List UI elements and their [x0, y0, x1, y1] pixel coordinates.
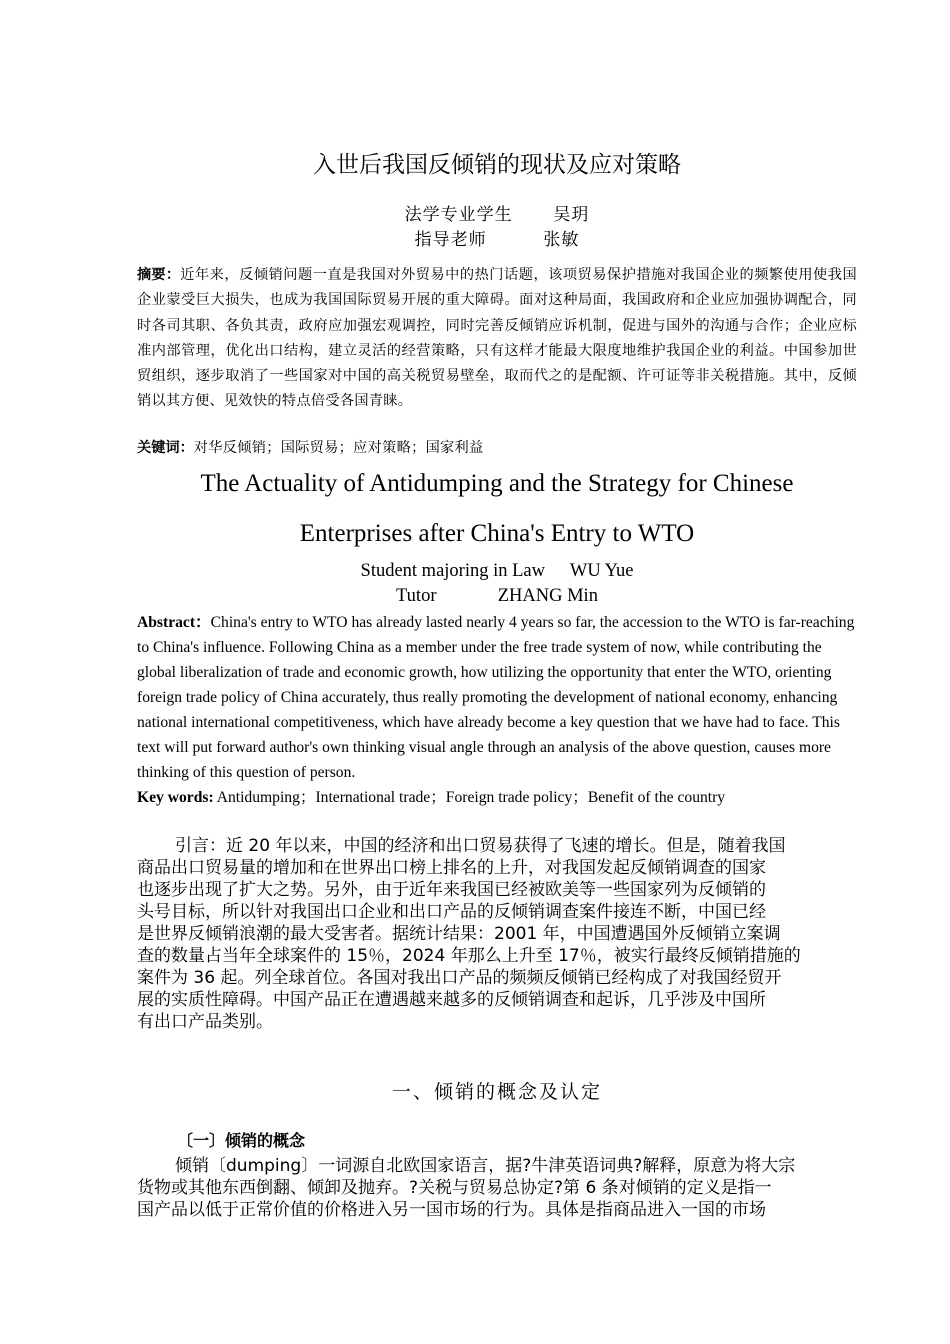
section-heading: 一、倾销的概念及认定 — [391, 1081, 602, 1103]
english-title-line-2: Enterprises after China's Entry to WTO — [299, 520, 695, 547]
subsection-heading: 〔一〕倾销的概念 — [177, 1131, 306, 1150]
abstract-label-cn: 摘要： — [137, 267, 181, 283]
abstract-text-en: China's entry to WTO has already lasted nearly 4 years so far, the accession to the WTO is far-reaching to China's influence. Following China as a member under the free trade system of now, while contributing the global liberalization of trade and economic growth, how utilizing the opportunity that enter the WTO, orienting foreign trade policy of China accurately, thus really promoting the development of national economy, enhancing national international competitiveness, which have already become a key question that we have had to face. This text will put forward author's own thinking visual angle through an analysis of the above question, causes more thinking of this question of person. — [137, 614, 855, 781]
english-tutor-line — [137, 586, 857, 607]
intro-line: 引言：近 20 年以来，中国的经济和出口贸易获得了飞速的增长。但是，随着我国 — [175, 836, 786, 856]
tutor-name-cn: 张敏 — [543, 230, 580, 250]
tutor-role-cn: 指导老师 — [414, 230, 487, 250]
tutor-name-en: ZHANG Min — [497, 586, 598, 606]
chinese-tutor-line — [137, 225, 857, 250]
dumping-concept-paragraph — [137, 1155, 855, 1221]
intro-line: 有出口产品类别。 — [137, 1012, 273, 1032]
english-keywords — [137, 785, 859, 810]
intro-line: 展的实质性障碍。中国产品正在遭遇越来越多的反倾销调查和起诉，几乎涉及中国所 — [137, 990, 766, 1010]
tutor-role-en: Tutor — [396, 586, 437, 606]
author-role-cn: 法学专业学生 — [404, 205, 513, 225]
english-title-line-1: The Actuality of Antidumping and the Strategy for Chinese — [200, 470, 794, 497]
author-role-en: Student majoring in Law — [360, 561, 545, 581]
intro-line: 商品出口贸易量的增加和在世界出口榜上排名的上升，对我国发起反倾销调查的国家 — [137, 858, 766, 878]
author-name-en: WU Yue — [569, 561, 634, 581]
keywords-text-cn: 对华反倾销；国际贸易；应对策略；国家利益 — [193, 440, 484, 456]
english-author-line — [137, 561, 857, 582]
introduction-paragraph — [137, 835, 855, 1033]
dumping-line: 国产品以低于正常价值的价格进入另一国市场的行为。具体是指商品进入一国的市场 — [137, 1200, 766, 1220]
abstract-text-cn: 近年来，反倾销问题一直是我国对外贸易中的热门话题，该项贸易保护措施对我国企业的频繁使用使我国企业蒙受巨大损失，也成为我国国际贸易开展的重大障碍。面对这种局面，我国政府和企业应加强协调配合，同时各司其职、各负其责，政府应加强宏观调控，同时完善反倾销应诉机制，促进与国外的沟通与合作；企业应标准内部管理，优化出口结构，建立灵活的经营策略，只有这样才能最大限度地维护我国企业的利益。中国参加世贸组织，逐步取消了一些国家对中国的高关税贸易壁垒，取而代之的是配额、许可证等非关税措施。其中，反倾销以其方便、见效快的特点倍受各国青睐。 — [137, 267, 857, 410]
chinese-title: 入世后我国反倾销的现状及应对策略 — [313, 152, 681, 178]
chinese-abstract — [137, 263, 857, 415]
keywords-label-cn: 关键词： — [137, 440, 194, 456]
intro-line: 是世界反倾销浪潮的最大受害者。据统计结果：2001 年，中国遭遇国外反倾销立案调 — [137, 924, 781, 944]
keywords-label-en: Key words: — [137, 789, 214, 806]
english-abstract — [137, 610, 859, 785]
intro-line: 也逐步出现了扩大之势。另外，由于近年来我国已经被欧美等一些国家列为反倾销的 — [137, 880, 766, 900]
intro-line: 头号目标，所以针对我国出口企业和出口产品的反倾销调查案件接连不断，中国已经 — [137, 902, 766, 922]
chinese-author-line — [137, 200, 857, 225]
dumping-line: 倾销〔dumping〕一词源自北欧国家语言，据?牛津英语词典?解释，原意为将大宗 — [175, 1156, 796, 1176]
author-name-cn: 吴玥 — [553, 205, 590, 225]
intro-line: 查的数量占当年全球案件的 15％，2024 年那么上升至 17％，被实行最终反倾销措施的 — [137, 946, 801, 966]
dumping-line: 货物或其他东西倒翻、倾卸及抛弃。?关税与贸易总协定?第 6 条对倾销的定义是指一 — [137, 1178, 772, 1198]
intro-line: 案件为 36 起。列全球首位。各国对我出口产品的频频反倾销已经构成了对我国经贸开 — [137, 968, 782, 988]
chinese-keywords — [137, 437, 857, 459]
keywords-text-en: Antidumping；International trade；Foreign trade policy；Benefit of the country — [213, 789, 726, 806]
abstract-label-en: Abstract： — [137, 614, 211, 631]
